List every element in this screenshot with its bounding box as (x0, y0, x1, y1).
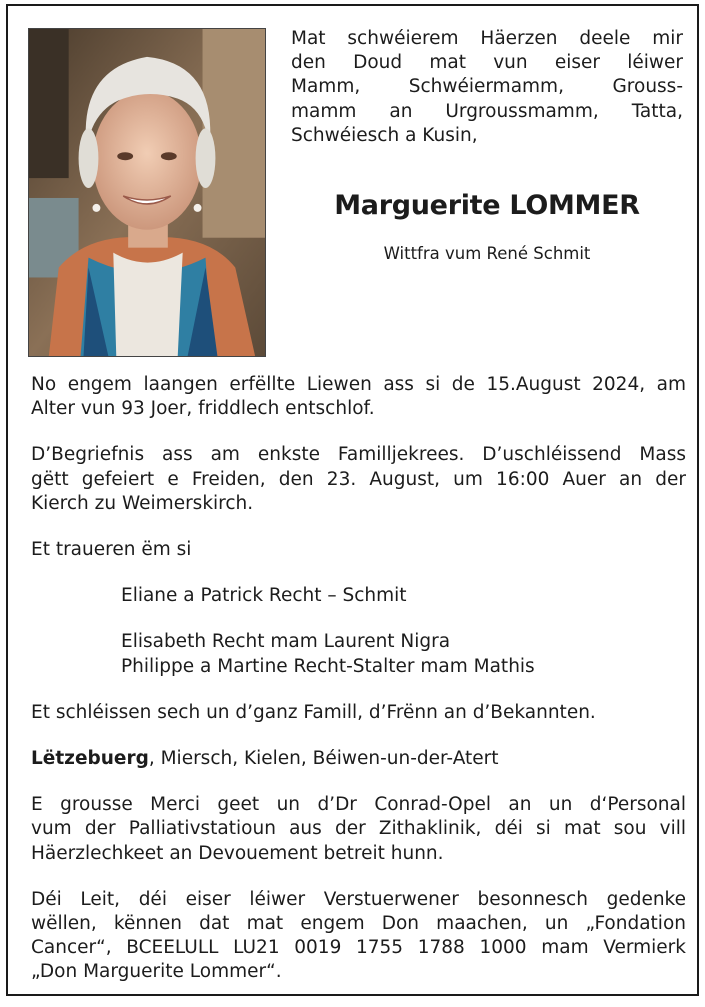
mourner-line: Philippe a Martine Recht-Stalter mam Mathis (121, 655, 535, 677)
thanks-paragraph (31, 793, 686, 866)
intro-line: Mat schwéierem Häerzen deele mir (291, 28, 683, 49)
text-line: E grousse Merci geet un d’Dr Conrad-Opel an un d‘Personal (31, 794, 686, 816)
text-line: D’Begriefnis ass am enkste Familljekrees. D’uschléissend Mass (31, 444, 686, 466)
intro-line: mamm an Urgroussmamm, Tatta, (291, 100, 683, 122)
text-line: Alter vun 93 Joer, friddlech entschlof. (31, 398, 375, 420)
intro-line: Schwéiesch a Kusin, (291, 124, 478, 146)
deceased-name: Marguerite LOMMER (334, 190, 640, 221)
text-line: Déi Leit, déi eiser léiwer Verstuerwener besonnesch gedenke (31, 888, 686, 910)
places-bold: Lëtzebuerg (31, 748, 149, 770)
mourner-line: Elisabeth Recht mam Laurent Nigra (121, 631, 451, 653)
deceased-subtitle: Wittfra vum René Schmit (383, 244, 591, 263)
portrait-image (29, 29, 265, 356)
text-line: Kierch zu Weimerskirch. (31, 492, 254, 514)
mourners-intro (31, 538, 686, 562)
places-rest: , Miersch, Kielen, Béiwen-un-der-Atert (148, 748, 499, 770)
intro-text (291, 27, 683, 148)
text-line: vum der Palliativstatioun aus der Zithaklinik, déi si mat sou vill (31, 818, 686, 840)
intro-line: den Doud mat vun eiser léiwer (291, 52, 683, 74)
mourner-line: Eliane a Patrick Recht – Schmit (121, 585, 407, 607)
text-line: gëtt gefeiert e Freiden, den 23. August, um 16:00 Auer an der (31, 468, 686, 490)
passing-paragraph (31, 373, 686, 421)
text-line: wëllen, kënnen dat mat engem Don maachen, un „Fondation (31, 913, 686, 935)
portrait-photo (28, 28, 266, 357)
donation-paragraph (31, 888, 686, 985)
text-line: No engem laangen erfëllte Liewen ass si de 15.August 2024, am (31, 374, 686, 395)
notice-body (31, 373, 686, 1007)
text-line: „Don Marguerite Lommer“. (31, 961, 282, 983)
mourners-group-2 (31, 630, 686, 678)
places-paragraph (31, 747, 686, 771)
intro-line: Mamm, Schwéiermamm, Grouss- (291, 76, 683, 98)
text-line: Cancer“, BCEELULL LU21 0019 1755 1788 1000 mam Vermierk (31, 937, 686, 959)
text-line: Et traueren ëm si (31, 539, 192, 561)
text-line: Et schléissen sech un d’ganz Famill, d’Frënn an d’Bekannten. (31, 701, 596, 723)
family-paragraph (31, 701, 686, 725)
mourners-group-1 (31, 584, 686, 608)
text-line: Häerzlechkeet an Devouement betreit hunn. (31, 842, 444, 864)
funeral-paragraph (31, 443, 686, 516)
places-line (31, 747, 686, 771)
